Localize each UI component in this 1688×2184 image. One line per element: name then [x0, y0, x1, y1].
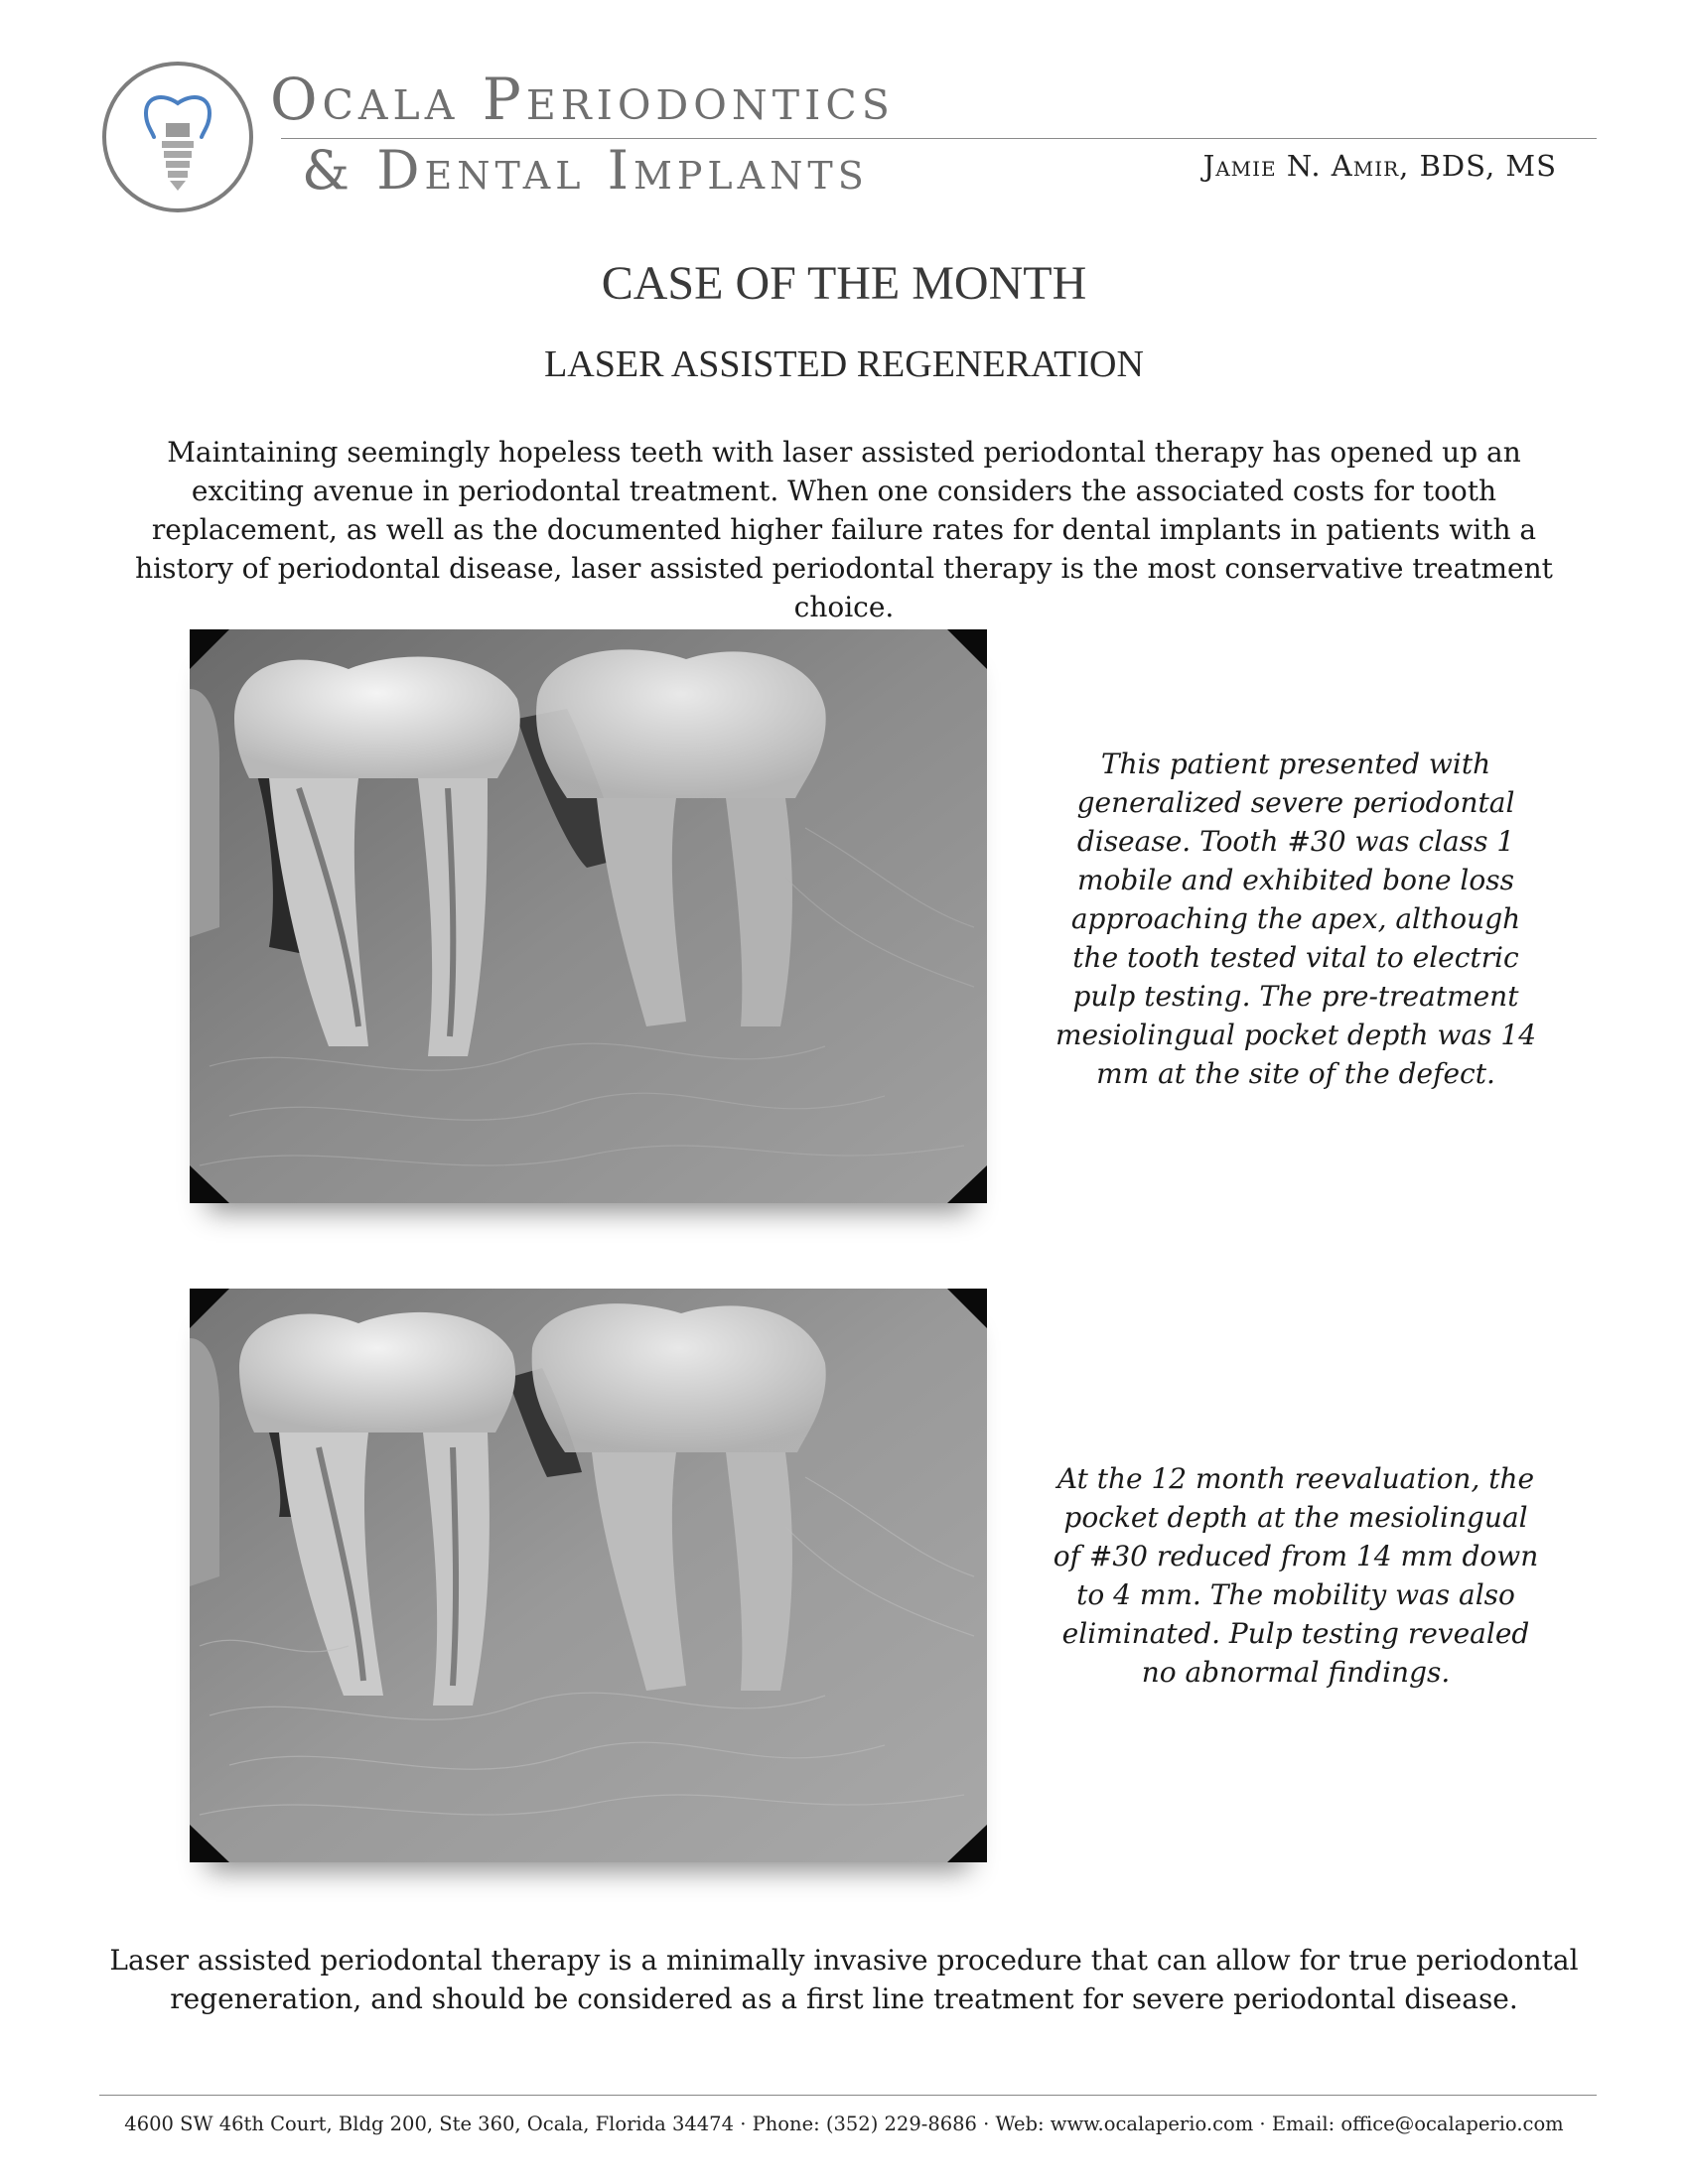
pre-treatment-caption: This patient presented with generalized severe periodontal disease. Tooth #30 was class 1 mobile and exhibited bone loss approaching the apex, although the tooth tested vital to electric pulp testing. The pre-treatment mesiolingual pocket depth was 14 mm at the site of the defect.	[1055, 748, 1537, 1090]
practice-name-line2: & Dental Implants	[302, 139, 869, 202]
footer-contact: 4600 SW 46th Court, Bldg 200, Ste 360, Ocala, Florida 34474 · Phone: (352) 229-8686 · Web: www.ocalaperio.com · Email: office@ocalaperio.com	[124, 2113, 1564, 2135]
post-treatment-xray	[190, 1289, 987, 1862]
post-treatment-caption: At the 12 month reevaluation, the pocket depth at the mesiolingual of #30 reduced from 14 mm down to 4 mm. The mobility was also eliminated. Pulp testing revealed no abnormal findings.	[1053, 1462, 1539, 1689]
page-subtitle: LASER ASSISTED REGENERATION	[544, 343, 1144, 385]
doctor-name: Jamie N. Amir, BDS, MS	[1202, 149, 1557, 183]
practice-name-line1: Ocala Periodontics	[270, 66, 895, 133]
tooth-implant-icon	[106, 66, 249, 208]
page-title: CASE OF THE MONTH	[601, 257, 1087, 310]
practice-logo	[102, 62, 253, 212]
conclusion-paragraph: Laser assisted periodontal therapy is a minimally invasive procedure that can allow for true periodontal regeneration, and should be considered as a first line treatment for severe periodontal disease.	[109, 1944, 1579, 2015]
footer-divider	[99, 2095, 1597, 2096]
intro-paragraph: Maintaining seemingly hopeless teeth with laser assisted periodontal therapy has opened up an exciting avenue in periodontal treatment. When one considers the associated costs for tooth replacement, as well as the documented higher failure rates for dental implants in patients with a history of periodontal disease, laser assisted periodontal therapy is the most conservative treatment choice.	[135, 436, 1553, 623]
pre-treatment-xray	[190, 629, 987, 1203]
